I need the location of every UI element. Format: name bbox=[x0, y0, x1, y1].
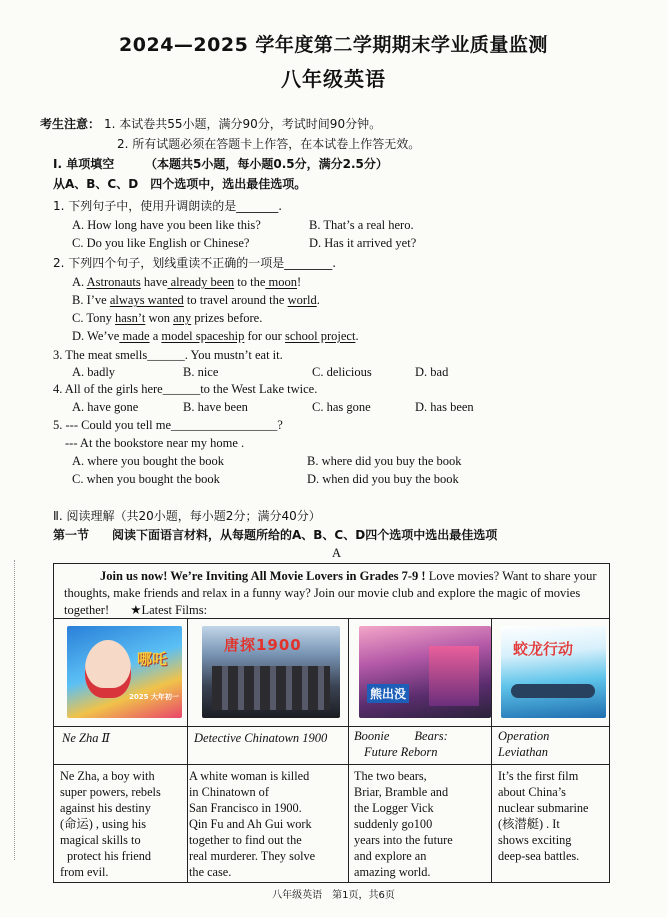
exam-title: 2024—2025 学年度第二学期期末学业质量监测 bbox=[119, 34, 548, 56]
desc-line: The two bears, bbox=[354, 769, 427, 783]
col-divider bbox=[491, 618, 492, 882]
stressed-word: made bbox=[119, 329, 150, 343]
q3-option-d: D. bad bbox=[415, 365, 449, 379]
desc-line: Briar, Bramble and bbox=[354, 785, 449, 799]
desc-line: the Logger Vick bbox=[354, 801, 434, 815]
q1-option-c: C. Do you like English or Chinese? bbox=[72, 236, 250, 250]
q1-stem: 1. 下列句子中，使用升调朗读的是_______. bbox=[53, 199, 283, 213]
q5-stem: 5. --- Could you tell me_________________? bbox=[53, 418, 283, 432]
q2-option-d bbox=[72, 328, 359, 344]
q2-option-a bbox=[72, 274, 301, 290]
q2-option-b bbox=[72, 292, 320, 308]
section-2-heading: Ⅱ. 阅读理解（共20小题，每小题2分；满分40分） bbox=[53, 509, 321, 523]
row-divider bbox=[54, 618, 609, 619]
desc-line: years into the future bbox=[354, 833, 453, 847]
stressed-word: school project bbox=[284, 329, 356, 343]
text: A. bbox=[72, 275, 87, 289]
notice-line-2: 2. 所有试题必须在答题卡上作答，在本试卷上作答无效。 bbox=[117, 137, 421, 151]
text: have bbox=[140, 275, 168, 289]
q1-option-a: A. How long have you been like this? bbox=[72, 218, 261, 232]
text: B. I’ve bbox=[72, 293, 110, 307]
row-divider bbox=[54, 764, 609, 765]
text: prizes before. bbox=[191, 311, 263, 325]
latest-films-label: ★Latest Films: bbox=[130, 603, 208, 617]
text: for our bbox=[244, 329, 285, 343]
stressed-word: Astronauts bbox=[86, 275, 141, 289]
desc-line: (核潜艇) . It bbox=[498, 817, 560, 831]
text: to the bbox=[234, 275, 266, 289]
stressed-word: model spaceship bbox=[161, 329, 245, 343]
desc-line: protect his friend bbox=[67, 849, 152, 863]
text: a bbox=[149, 329, 162, 343]
desc-line: amazing world. bbox=[354, 865, 431, 879]
section-1-heading: Ⅰ. 单项填空 bbox=[53, 157, 115, 171]
poster-crowd bbox=[212, 666, 330, 710]
q3-option-a: A. badly bbox=[72, 365, 116, 379]
poster-detective-chinatown bbox=[202, 626, 340, 718]
part-label: 第一节 bbox=[53, 528, 90, 542]
poster-ne-zha bbox=[67, 626, 182, 718]
desc-line: Qin Fu and Ah Gui work bbox=[189, 817, 312, 831]
poster-title: 熊出没 bbox=[367, 684, 409, 703]
stressed-word: hasn’t bbox=[115, 311, 146, 325]
poster-title: 哪吒 bbox=[137, 650, 168, 668]
text: . bbox=[355, 329, 359, 343]
q5-option-a: A. where you bought the book bbox=[72, 454, 225, 468]
poster-boonie-bears bbox=[359, 626, 491, 718]
film-desc-3 bbox=[354, 768, 453, 880]
desc-line: together to find out the bbox=[189, 833, 302, 847]
desc-line: suddenly go100 bbox=[354, 817, 433, 831]
q3-option-b: B. nice bbox=[183, 365, 219, 379]
desc-line: deep-sea battles. bbox=[498, 849, 580, 863]
stressed-word: already been bbox=[167, 275, 235, 289]
col-divider bbox=[348, 618, 349, 882]
q4-stem: 4. All of the girls here______to the West Lake twice. bbox=[53, 382, 318, 396]
desc-line: about China’s bbox=[498, 785, 566, 799]
desc-line: magical skills to bbox=[60, 833, 141, 847]
q2-stem: 2. 下列四个句子，划线重读不正确的一项是________. bbox=[53, 256, 337, 270]
notice-line-1: 1. 本试卷共55小题，满分90分，考试时间90分钟。 bbox=[104, 117, 382, 131]
film-name-3-line-2: Future Reborn bbox=[364, 745, 438, 759]
page-footer: 八年级英语 第1页，共6页 bbox=[272, 890, 395, 901]
poster-subtitle: 2025 大年初一 bbox=[129, 693, 179, 701]
desc-line: (命运) , using his bbox=[60, 817, 147, 831]
desc-line: shows exciting bbox=[498, 833, 572, 847]
row-divider bbox=[54, 726, 609, 727]
q5-option-c: C. when you bought the book bbox=[72, 472, 220, 486]
desc-line: San Francisco in 1900. bbox=[189, 801, 302, 815]
stressed-word: moon bbox=[265, 275, 297, 289]
desc-line: and explore an bbox=[354, 849, 427, 863]
film-name-3-line-1: Boonie Bears: bbox=[354, 729, 448, 743]
film-name-4-line-2: Leviathan bbox=[498, 745, 548, 759]
poster-title: 蛟龙行动 bbox=[513, 640, 574, 658]
stressed-word: always wanted bbox=[109, 293, 184, 307]
film-name-4-line-1: Operation bbox=[498, 729, 550, 743]
desc-line: the case. bbox=[189, 865, 232, 879]
desc-line: Ne Zha, a boy with bbox=[60, 769, 155, 783]
q4-option-a: A. have gone bbox=[72, 400, 139, 414]
text: won bbox=[145, 311, 174, 325]
q2-option-c bbox=[72, 310, 262, 326]
desc-line: in Chinatown of bbox=[189, 785, 269, 799]
text: ! bbox=[297, 275, 302, 289]
film-desc-2 bbox=[189, 768, 315, 880]
film-desc-1 bbox=[60, 768, 161, 880]
club-intro-text: Love movies? Want to share your thoughts, make friends and relax in a funny way? Join our movie club and explore the magic of movies together! bbox=[64, 569, 597, 617]
desc-line: nuclear submarine bbox=[498, 801, 589, 815]
q5-option-b: B. where did you buy the book bbox=[307, 454, 462, 468]
desc-line: A white woman is killed bbox=[189, 769, 310, 783]
text: D. We’ve bbox=[72, 329, 120, 343]
desc-line: super powers, rebels bbox=[60, 785, 161, 799]
poster-operation-leviathan bbox=[501, 626, 606, 718]
q4-option-b: B. have been bbox=[183, 400, 248, 414]
stressed-word: any bbox=[173, 311, 192, 325]
text: . bbox=[316, 293, 320, 307]
passage-label: A bbox=[332, 546, 342, 560]
film-name-3 bbox=[354, 728, 448, 760]
text: C. Tony bbox=[72, 311, 115, 325]
q4-option-c: C. has gone bbox=[312, 400, 371, 414]
desc-line: It’s the first film bbox=[498, 769, 579, 783]
club-intro-headline: Join us now! We’re Inviting All Movie Lovers in Grades 7-9 ! bbox=[100, 569, 426, 583]
poster-figure bbox=[85, 640, 131, 698]
film-desc-4 bbox=[498, 768, 588, 864]
poster-submarine bbox=[511, 684, 595, 698]
section-1-info: （本题共5小题，每小题0.5分，满分2.5分） bbox=[145, 157, 388, 171]
movie-club-table bbox=[53, 563, 610, 883]
q3-option-c: C. delicious bbox=[312, 365, 372, 379]
col-divider bbox=[187, 618, 188, 882]
q1-option-b: B. That’s a real hero. bbox=[309, 218, 414, 232]
film-name-1: Ne Zha Ⅱ bbox=[62, 731, 111, 745]
film-name-4 bbox=[498, 728, 549, 760]
stressed-word: world bbox=[287, 293, 317, 307]
q4-option-d: D. has been bbox=[415, 400, 474, 414]
club-intro bbox=[64, 568, 600, 619]
section-1-instruction: 从A、B、C、D 四个选项中，选出最佳选项。 bbox=[53, 177, 307, 191]
binding-margin bbox=[0, 560, 15, 860]
poster-city bbox=[429, 646, 479, 706]
desc-line: against his destiny bbox=[60, 801, 151, 815]
desc-line: real murderer. They solve bbox=[189, 849, 316, 863]
desc-line: from evil. bbox=[60, 865, 109, 879]
q5-option-d: D. when did you buy the book bbox=[307, 472, 459, 486]
q1-option-d: D. Has it arrived yet? bbox=[309, 236, 417, 250]
text: to travel around the bbox=[183, 293, 288, 307]
film-name-2: Detective Chinatown 1900 bbox=[194, 731, 328, 745]
poster-title: 唐探1900 bbox=[224, 636, 302, 654]
exam-subtitle: 八年级英语 bbox=[281, 67, 386, 91]
notice-label: 考生注意： bbox=[40, 117, 101, 131]
q5-reply: --- At the bookstore near my home . bbox=[65, 436, 245, 450]
part-instruction: 阅读下面语言材料，从每题所给的A、B、C、D四个选项中选出最佳选项 bbox=[112, 528, 498, 542]
q3-stem: 3. The meat smells______. You mustn’t eat it. bbox=[53, 348, 283, 362]
